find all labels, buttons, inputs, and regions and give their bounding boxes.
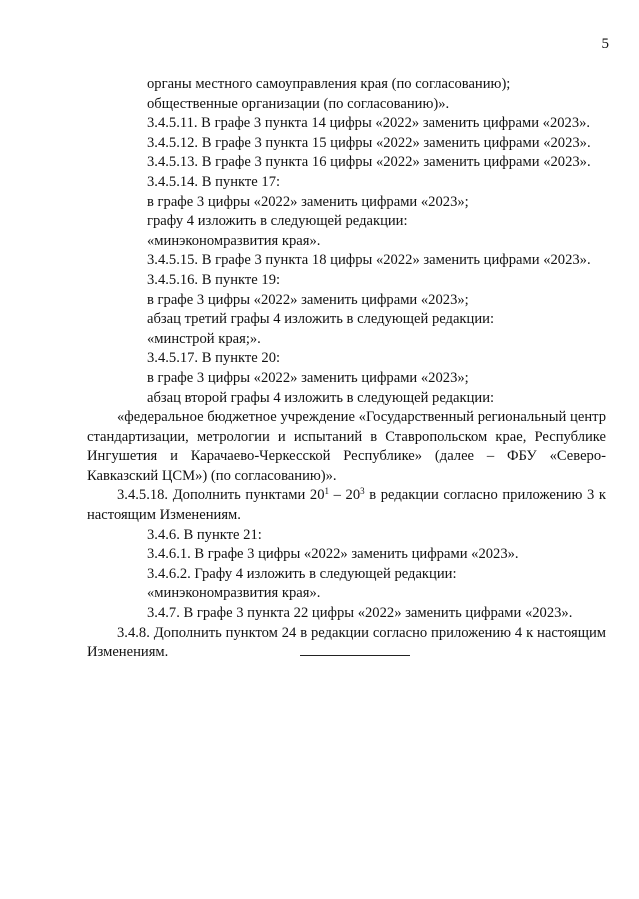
paragraph-line: 3.4.5.13. В графе 3 пункта 16 цифры «2022» заменить цифрами «2023». — [147, 154, 591, 171]
paragraph-line: общественные организации (по согласованию)». — [147, 95, 450, 112]
paragraph-line: 3.4.6.1. В графе 3 цифры «2022» заменить цифрами «2023». — [147, 546, 519, 563]
paragraph-line: абзац третий графы 4 изложить в следующей редакции: — [147, 311, 495, 328]
paragraph-line: 3.4.5.17. В пункте 20: — [147, 350, 281, 367]
paragraph-line: 3.4.5.11. В графе 3 пункта 14 цифры «2022» заменить цифрами «2023». — [147, 115, 591, 132]
paragraph-line: в графе 3 цифры «2022» заменить цифрами «2023»; — [147, 291, 469, 308]
paragraph-text: 3.4.5.18. Дополнить пунктами 20 — [117, 487, 325, 504]
paragraph-fbu: «федеральное бюджетное учреждение «Государственный региональный центр стандартизации, метрологии и испытаний в Ставропольском крае, Республике Ингушетия и Карачаево-Черкесской Республике» (далее – ФБУ «Северо-Кавказский ЦСМ») (по согласованию)». — [87, 409, 606, 484]
page-number: 5 — [601, 36, 609, 52]
paragraph-line: абзац второй графы 4 изложить в следующей редакции: — [147, 389, 495, 406]
paragraph-line: «минэкономразвития края». — [147, 585, 321, 602]
paragraph-line: 3.4.5.12. В графе 3 пункта 15 цифры «2022» заменить цифрами «2023». — [147, 134, 591, 151]
document-body — [87, 75, 606, 663]
paragraph-line: 3.4.5.15. В графе 3 пункта 18 цифры «2022» заменить цифрами «2023». — [147, 252, 591, 269]
paragraph-line: органы местного самоуправления края (по согласованию); — [147, 76, 511, 92]
paragraph-text: в редакции согласно приложению 3 к настоящим Изменениям. — [87, 487, 606, 524]
superscript: 3 — [360, 486, 365, 497]
paragraph-line: графу 4 изложить в следующей редакции: — [147, 213, 408, 230]
paragraph-line: 3.4.5.14. В пункте 17: — [147, 173, 281, 190]
paragraph-line: в графе 3 цифры «2022» заменить цифрами «2023»; — [147, 193, 469, 210]
paragraph-line: в графе 3 цифры «2022» заменить цифрами «2023»; — [147, 369, 469, 386]
superscript: 1 — [324, 486, 330, 497]
paragraph-line: 3.4.6. В пункте 21: — [147, 526, 262, 543]
paragraph-3-4-5-18 — [87, 486, 606, 525]
end-rule — [300, 655, 410, 656]
paragraph-line: 3.4.5.16. В пункте 19: — [147, 271, 281, 288]
paragraph-3-4-8: 3.4.8. Дополнить пунктом 24 в редакции согласно приложению 4 к настоящим Изменениям. — [87, 624, 606, 661]
paragraph-line: «минэкономразвития края». — [147, 232, 321, 249]
paragraph-line: «минстрой края;». — [147, 330, 261, 347]
paragraph-line: 3.4.7. В графе 3 пункта 22 цифры «2022» заменить цифрами «2023». — [147, 605, 573, 622]
paragraph-line: 3.4.6.2. Графу 4 изложить в следующей редакции: — [147, 565, 457, 582]
paragraph-text: – 20 — [329, 487, 361, 504]
